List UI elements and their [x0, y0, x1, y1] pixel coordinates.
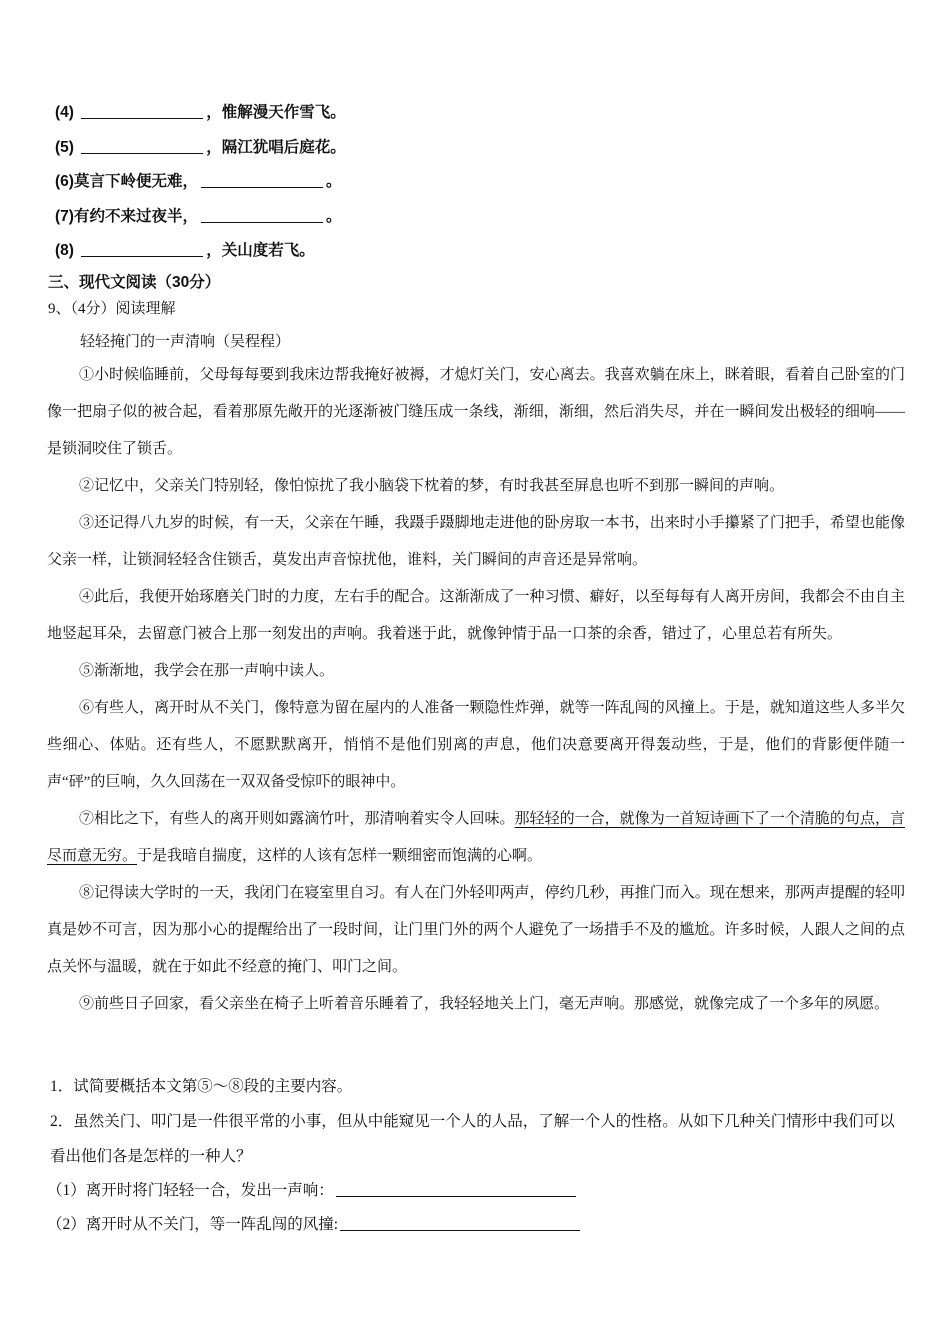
verse-punct: 。	[325, 207, 342, 225]
answer-blank[interactable]	[81, 102, 203, 119]
sub-question-text: （2）离开时从不关门，等一阵乱闯的风撞:	[47, 1216, 339, 1233]
verse-text: ，惟解漫天作雪飞。	[206, 104, 346, 121]
answer-blank[interactable]	[201, 206, 323, 223]
questions	[47, 1069, 905, 1242]
verse-text: ，隔江犹唱后庭花。	[206, 138, 346, 156]
section-title: 三、现代文阅读（30分）	[48, 274, 221, 291]
paragraph: ③还记得八九岁的时候，有一天，父亲在午睡，我蹑手蹑脚地走进他的卧房取一本书，出来时小手攥紧了门把手，希望也能像父亲一样，让锁洞轻轻含住锁舌，莫发出声音惊扰他，谁料，关门瞬间的声音还是异常响。	[47, 515, 905, 568]
item-number: (8)	[55, 242, 74, 259]
paragraph: ①小时候临睡前，父母每每要到我床边帮我掩好被褥，才熄灯关门，安心离去。我喜欢躺在床上，眯着眼，看着自己卧室的门像一把扇子似的被合起，看着那原先敞开的光逐渐被门缝压成一条线，渐细，渐细，然后消失尽，并在一瞬间发出极轻的细响——是锁洞咬住了锁舌。	[47, 367, 905, 457]
sub-question	[47, 1208, 905, 1242]
paragraph: ⑤渐渐地，我学会在那一声响中读人。	[79, 663, 335, 679]
item-number: (4)	[55, 104, 74, 121]
answer-blank[interactable]	[201, 171, 323, 188]
verse-punct: 。	[325, 173, 342, 190]
fill-in-item	[55, 167, 915, 202]
question-2: 2．虽然关门、叩门是一件很平常的小事，但从中能窥见一个人的人品，了解一个人的性格。从如下几种关门情形中我们可以看出他们各是怎样的一种人？	[50, 1113, 895, 1165]
fill-in-list	[55, 98, 915, 271]
fill-in-item	[55, 236, 915, 271]
verse-text: 有约不来过夜半，	[73, 207, 198, 225]
answer-blank[interactable]	[81, 137, 203, 154]
paragraph: ④此后，我便开始琢磨关门时的力度，左右手的配合。这渐渐成了一种习惯、癖好，以至每每有人离开房间，我都会不由自主地竖起耳朵，去留意门被合上那一刻发出的声响。我着迷于此，就像钟情于品一口茶的余香，错过了，心里总若有所失。	[47, 589, 905, 642]
sub-question-text: （1）离开时将门轻轻一合，发出一声响：	[47, 1182, 334, 1199]
paragraph: ⑥有些人，离开时从不关门，像特意为留在屋内的人准备一颗隐性炸弹，就等一阵乱闯的风撞上。于是，就知道这些人多半欠些细心、体贴。还有些人，不愿默默离开，悄悄不是他们别离的声息，他们决意要离开得轰动些，于是，他们的背影便伴随一声“砰”的巨响，久久回荡在一双双备受惊吓的眼神中。	[47, 700, 905, 790]
verse-text: ，关山度若飞。	[206, 242, 315, 259]
item-number: (5)	[55, 138, 74, 156]
fill-in-item	[55, 133, 915, 168]
item-number: (6)	[55, 173, 74, 190]
underlined-sentence: 那轻轻的一合，就像为一首短诗画下了一个清脆的句点，言尽而意无穷。	[47, 811, 905, 864]
article-body	[47, 357, 905, 1023]
answer-line[interactable]	[340, 1214, 580, 1231]
answer-blank[interactable]	[81, 240, 203, 257]
paragraph: ②记忆中，父亲关门特别轻，像怕惊扰了我小脑袋下枕着的梦，有时我甚至屏息也听不到那一瞬间的声响。	[79, 478, 785, 494]
question-1: 1．试简要概括本文第⑤～⑧段的主要内容。	[50, 1078, 353, 1095]
sub-question	[47, 1174, 905, 1208]
paragraph-text: 于是我暗自揣度，这样的人该有怎样一颗细密而饱满的心啊。	[137, 848, 543, 864]
question-label: 9、（4分）阅读理解	[48, 301, 176, 317]
answer-line[interactable]	[336, 1180, 576, 1197]
item-number: (7)	[55, 207, 74, 225]
fill-in-item	[55, 98, 915, 133]
paragraph	[47, 801, 905, 875]
paragraph: ⑧记得读大学时的一天，我闭门在寝室里自习。有人在门外轻叩两声，停约几秒，再推门而入。现在想来，那两声提醒的轻叩真是妙不可言，因为那小心的提醒给出了一段时间，让门里门外的两个人避免了一场措手不及的尴尬。许多时候，人跟人之间的点点关怀与温暖，就在于如此不经意的掩门、叩门之间。	[47, 885, 905, 975]
verse-text: 莫言下岭便无难，	[73, 173, 198, 190]
fill-in-item	[55, 202, 915, 237]
paragraph-text: ⑦相比之下，有些人的离开则如露滴竹叶，那清响着实令人回味。	[79, 811, 515, 827]
article-title: 轻轻掩门的一声清响（吴程程）	[80, 334, 291, 350]
paragraph: ⑨前些日子回家，看父亲坐在椅子上听着音乐睡着了，我轻轻地关上门，毫无声响。那感觉，就像完成了一个多年的夙愿。	[79, 996, 890, 1012]
